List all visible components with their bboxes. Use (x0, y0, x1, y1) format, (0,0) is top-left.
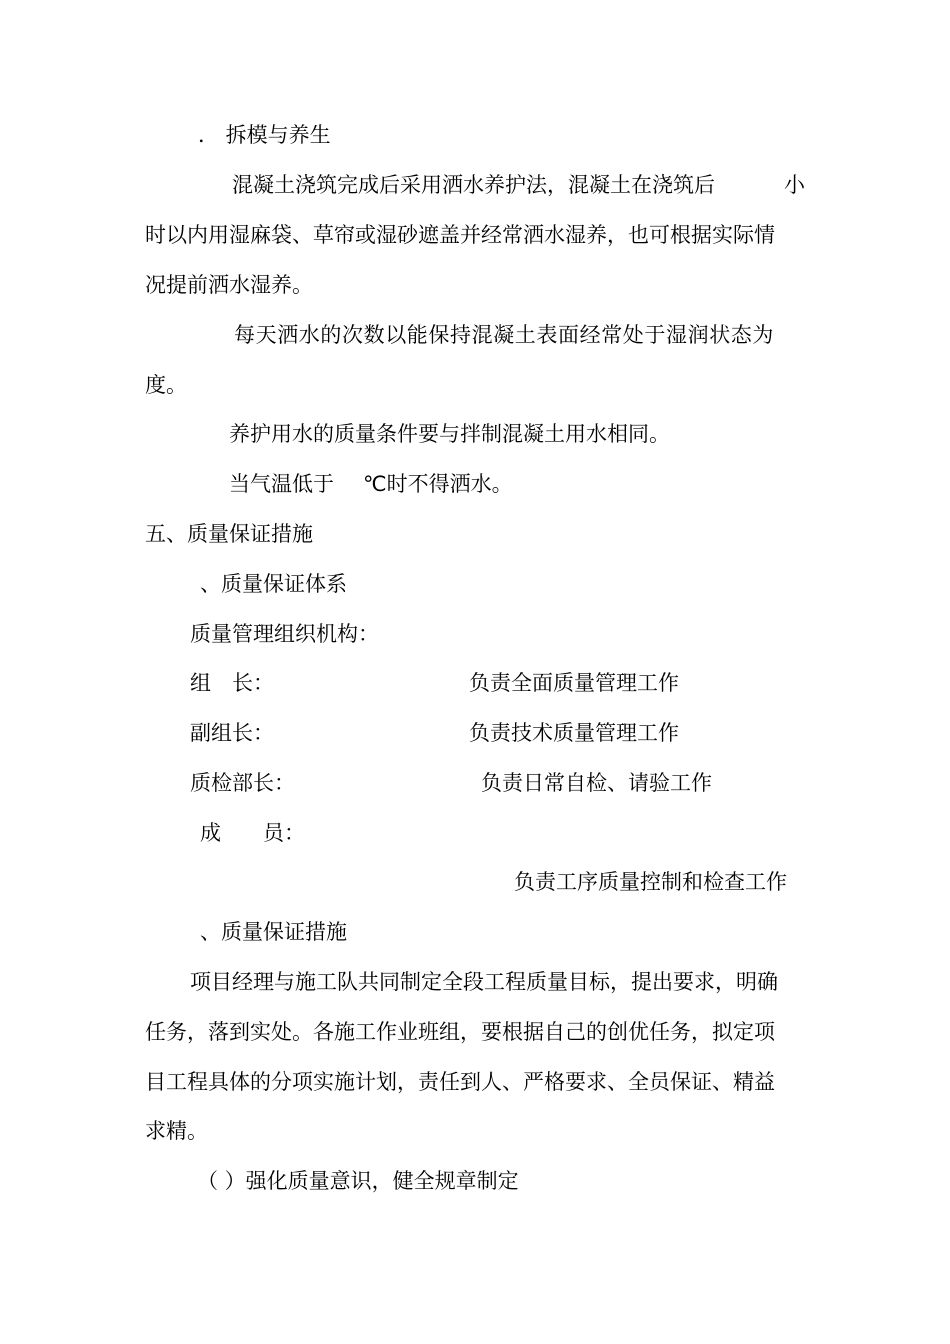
heading-quality-assurance: 五、质量保证措施 (145, 522, 313, 546)
role-duty-members: 负责工序质量控制和检查工作 (514, 870, 787, 894)
paragraph-goals-line-1: 项目经理与施工队共同制定全段工程质量目标，提出要求，明确 (190, 970, 778, 994)
role-duty-deputy: 负责技术质量管理工作 (469, 721, 679, 745)
role-duty-inspection: 负责日常自检、请验工作 (481, 771, 712, 795)
item-quality-awareness: （ ）强化质量意识，健全规章制定 (197, 1169, 519, 1193)
paragraph-curing-line-2: 时以内用湿麻袋、草帘或湿砂遮盖并经常洒水湿养，也可根据实际情 (145, 223, 775, 247)
role-title-inspection: 质检部长： (190, 771, 295, 795)
subheading-quality-system: 、质量保证体系 (200, 572, 347, 596)
role-title-members: 成 员： (200, 821, 305, 845)
paragraph-curing-line-3: 况提前洒水湿养。 (145, 273, 313, 297)
section-heading-disassembly: ． 拆模与养生 (198, 123, 331, 147)
paragraph-curing-line-1b: 小 (784, 173, 805, 197)
paragraph-watering-line-2: 度。 (145, 373, 187, 397)
paragraph-goals-line-2: 任务，落到实处。各施工作业班组，要根据自己的创优任务，拟定项 (145, 1020, 775, 1044)
paragraph-temperature-a: 当气温低于 (229, 472, 334, 496)
paragraph-temperature-b: ℃时不得洒水。 (363, 472, 513, 496)
paragraph-water-quality: 养护用水的质量条件要与拌制混凝土用水相同。 (229, 422, 670, 446)
org-structure-label: 质量管理组织机构： (190, 622, 379, 646)
subheading-quality-measures: 、质量保证措施 (200, 920, 347, 944)
paragraph-curing-line-1a: 混凝土浇筑完成后采用洒水养护法，混凝土在浇筑后 (232, 173, 715, 197)
paragraph-goals-line-4: 求精。 (145, 1119, 208, 1143)
role-title-leader: 组 长： (190, 671, 274, 695)
paragraph-goals-line-3: 目工程具体的分项实施计划，责任到人、严格要求、全员保证、精益 (145, 1070, 775, 1094)
paragraph-watering-line-1: 每天洒水的次数以能保持混凝土表面经常处于湿润状态为 (234, 323, 774, 347)
role-title-deputy: 副组长： (190, 721, 274, 745)
role-duty-leader: 负责全面质量管理工作 (469, 671, 679, 695)
